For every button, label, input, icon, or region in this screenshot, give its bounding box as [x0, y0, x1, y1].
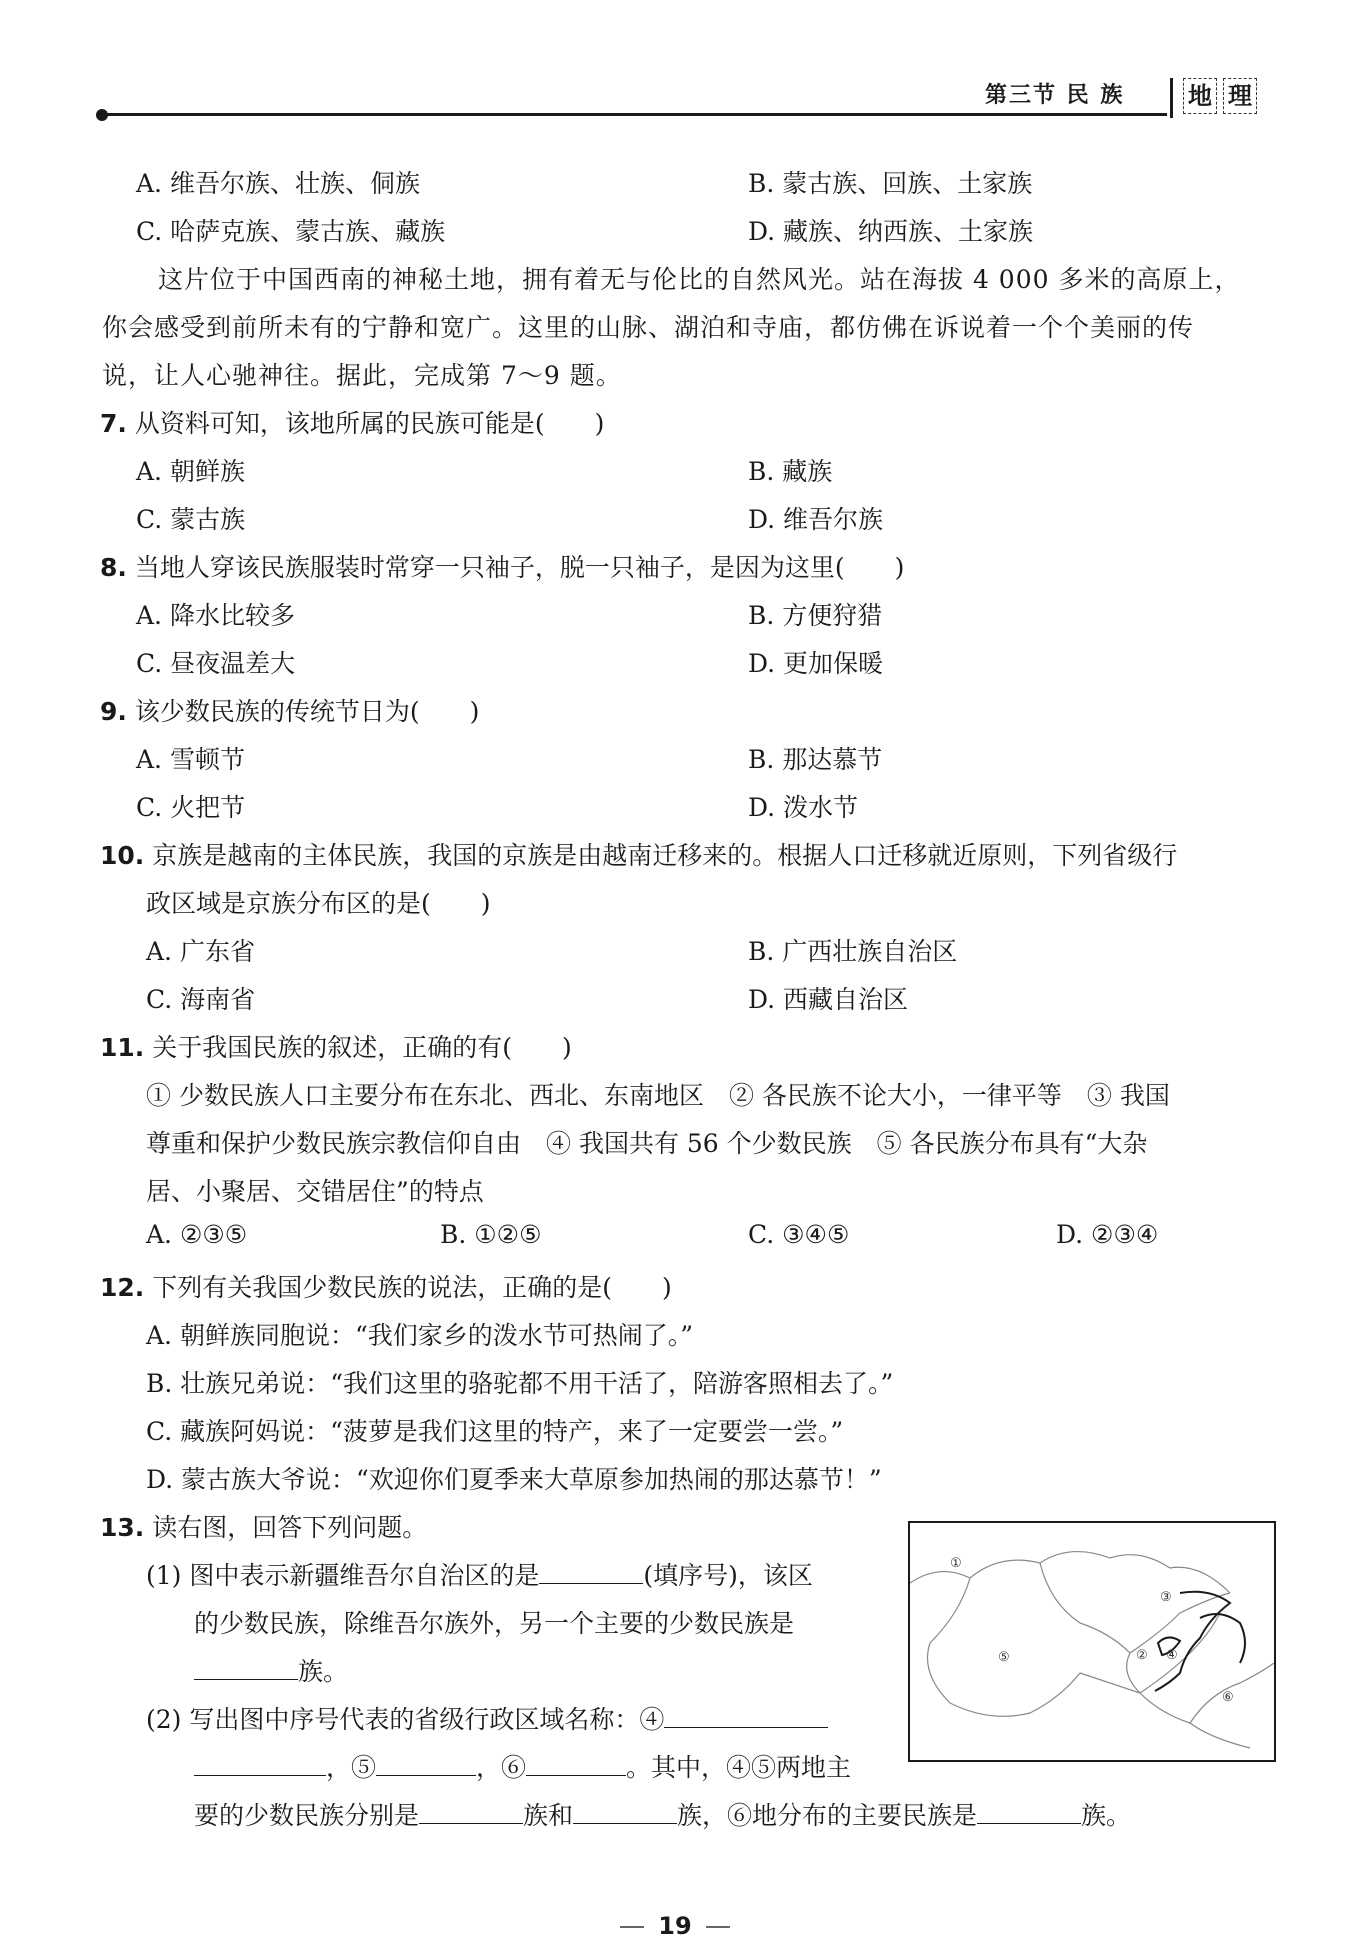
- sub-question-text: ，⑥: [476, 1753, 527, 1782]
- question-8: [100, 548, 904, 584]
- sub-question-2-cont: [194, 1748, 851, 1784]
- answer-blank[interactable]: [526, 1753, 626, 1776]
- subject-char: 地: [1183, 78, 1217, 114]
- option-c: C. 哈萨克族、蒙古族、藏族: [136, 217, 446, 246]
- map-outline: [910, 1523, 1274, 1760]
- option-c: C. ③④⑤: [748, 1220, 850, 1249]
- option-b: B. 方便狩猎: [748, 601, 883, 630]
- answer-blank[interactable]: [977, 1801, 1081, 1824]
- sub-question-2: [146, 1700, 828, 1736]
- question-stem-cont: 政区域是京族分布区的是( ): [146, 889, 491, 918]
- option-b: B. 藏族: [748, 457, 833, 486]
- question-stem: 下列有关我国少数民族的说法，正确的是( ): [152, 1273, 672, 1302]
- option-b: B. 广西壮族自治区: [748, 937, 958, 966]
- passage-line: 你会感受到前所未有的宁静和宽广。这里的山脉、湖泊和寺庙，都仿佛在诉说着一个个美丽的传: [102, 313, 1195, 342]
- question-7: [100, 404, 604, 440]
- option-d: D. 更加保暖: [748, 649, 884, 678]
- question-10: [100, 836, 1177, 872]
- sub-question-text: 族。: [1081, 1801, 1132, 1830]
- question-stem: 关于我国民族的叙述，正确的有( ): [152, 1033, 572, 1062]
- map-label-2: ②: [1136, 1648, 1148, 1663]
- question-stem: 从资料可知，该地所属的民族可能是( ): [134, 409, 605, 438]
- sub-question-text: (1) 图中表示新疆维吾尔自治区的是: [146, 1561, 540, 1590]
- answer-blank[interactable]: [539, 1561, 643, 1584]
- question-9: [100, 692, 479, 728]
- question-13: [100, 1508, 427, 1544]
- sub-question-text: 族和: [523, 1801, 574, 1830]
- question-11: [100, 1028, 572, 1064]
- passage-line: 这片位于中国西南的神秘土地，拥有着无与伦比的自然风光。站在海拔 4 000 多米的高原上，: [158, 265, 1241, 294]
- option-a: A. 雪顿节: [136, 745, 245, 774]
- option-a: A. 朝鲜族: [136, 457, 245, 486]
- option-a: A. 降水比较多: [136, 601, 295, 630]
- sub-question-2-cont: [194, 1796, 1131, 1832]
- answer-blank[interactable]: [573, 1801, 677, 1824]
- option-d: D. 泼水节: [748, 793, 859, 822]
- page-number-value: 19: [658, 1912, 692, 1940]
- option-c: C. 蒙古族: [136, 505, 246, 534]
- subject-char: 理: [1223, 78, 1257, 114]
- question-number: 8.: [100, 553, 127, 582]
- statement-line: 居、小聚居、交错居住”的特点: [146, 1177, 484, 1206]
- question-stem: 当地人穿该民族服装时常穿一只袖子，脱一只袖子，是因为这里( ): [134, 553, 905, 582]
- option-c: C. 海南省: [146, 985, 256, 1014]
- sub-question-text: 要的少数民族分别是: [194, 1801, 420, 1830]
- page-number-dash: [620, 1926, 644, 1928]
- map-label-1: ①: [950, 1556, 962, 1571]
- option-a: A. 朝鲜族同胞说：“我们家乡的泼水节可热闹了。”: [146, 1321, 694, 1350]
- option-c: C. 火把节: [136, 793, 246, 822]
- map-label-3: ③: [1160, 1590, 1172, 1605]
- question-stem: 京族是越南的主体民族，我国的京族是由越南迁移来的。根据人口迁移就近原则，下列省级行: [152, 841, 1178, 870]
- sub-question-text: 族。: [298, 1657, 349, 1686]
- statement-line: 尊重和保护少数民族宗教信仰自由 ④ 我国共有 56 个少数民族 ⑤ 各民族分布具有“大杂: [146, 1129, 1148, 1158]
- option-d: D. ②③④: [1056, 1220, 1159, 1249]
- answer-blank[interactable]: [376, 1753, 476, 1776]
- header-rule: [102, 113, 1167, 116]
- section-title: 第三节 民 族: [985, 82, 1125, 108]
- question-stem: 该少数民族的传统节日为( ): [134, 697, 480, 726]
- option-c: C. 藏族阿妈说：“菠萝是我们这里的特产，来了一定要尝一尝。”: [146, 1417, 844, 1446]
- question-number: 13.: [100, 1513, 145, 1542]
- option-c: C. 昼夜温差大: [136, 649, 296, 678]
- sub-question-text: 。其中，④⑤两地主: [626, 1753, 852, 1782]
- question-12: [100, 1268, 672, 1304]
- province-map: [908, 1521, 1276, 1762]
- question-stem: 读右图，回答下列问题。: [152, 1513, 428, 1542]
- header-divider: [1170, 78, 1173, 118]
- question-number: 11.: [100, 1033, 145, 1062]
- option-a: A. 维吾尔族、壮族、侗族: [136, 169, 420, 198]
- option-d: D. 维吾尔族: [748, 505, 884, 534]
- sub-question-1: [146, 1556, 813, 1592]
- option-d: D. 西藏自治区: [748, 985, 909, 1014]
- option-d: D. 蒙古族大爷说：“欢迎你们夏季来大草原参加热闹的那达慕节！”: [146, 1465, 882, 1494]
- subject-label: [1183, 78, 1257, 114]
- answer-blank[interactable]: [419, 1801, 523, 1824]
- option-a: A. ②③⑤: [146, 1220, 248, 1249]
- sub-question-text: 族，⑥地分布的主要民族是: [677, 1801, 978, 1830]
- map-label-6: ⑥: [1222, 1690, 1234, 1705]
- page-number: [0, 1912, 1350, 1940]
- question-number: 9.: [100, 697, 127, 726]
- option-b: B. 那达慕节: [748, 745, 883, 774]
- option-b: B. ①②⑤: [440, 1220, 542, 1249]
- map-label-4: ④: [1166, 1648, 1178, 1663]
- sub-question-text: (2) 写出图中序号代表的省级行政区域名称：④: [146, 1705, 665, 1734]
- sub-question-1-cont: 的少数民族，除维吾尔族外，另一个主要的少数民族是: [194, 1609, 795, 1638]
- option-d: D. 藏族、纳西族、土家族: [748, 217, 1034, 246]
- answer-blank[interactable]: [664, 1705, 828, 1728]
- option-b: B. 蒙古族、回族、土家族: [748, 169, 1033, 198]
- question-number: 12.: [100, 1273, 145, 1302]
- answer-blank[interactable]: [194, 1657, 298, 1680]
- question-number: 7.: [100, 409, 127, 438]
- map-label-5: ⑤: [998, 1650, 1010, 1665]
- page-number-dash: [706, 1926, 730, 1928]
- sub-question-text: (填序号)，该区: [643, 1561, 813, 1590]
- answer-blank[interactable]: [194, 1753, 326, 1776]
- question-number: 10.: [100, 841, 145, 870]
- sub-question-text: ，⑤: [326, 1753, 377, 1782]
- passage-line: 说，让人心驰神往。据此，完成第 7～9 题。: [102, 361, 622, 390]
- option-b: B. 壮族兄弟说：“我们这里的骆驼都不用干活了，陪游客照相去了。”: [146, 1369, 894, 1398]
- statement-line: ① 少数民族人口主要分布在东北、西北、东南地区 ② 各民族不论大小，一律平等 ③ 我国: [146, 1081, 1170, 1110]
- sub-question-1-cont: [194, 1652, 348, 1688]
- option-a: A. 广东省: [146, 937, 255, 966]
